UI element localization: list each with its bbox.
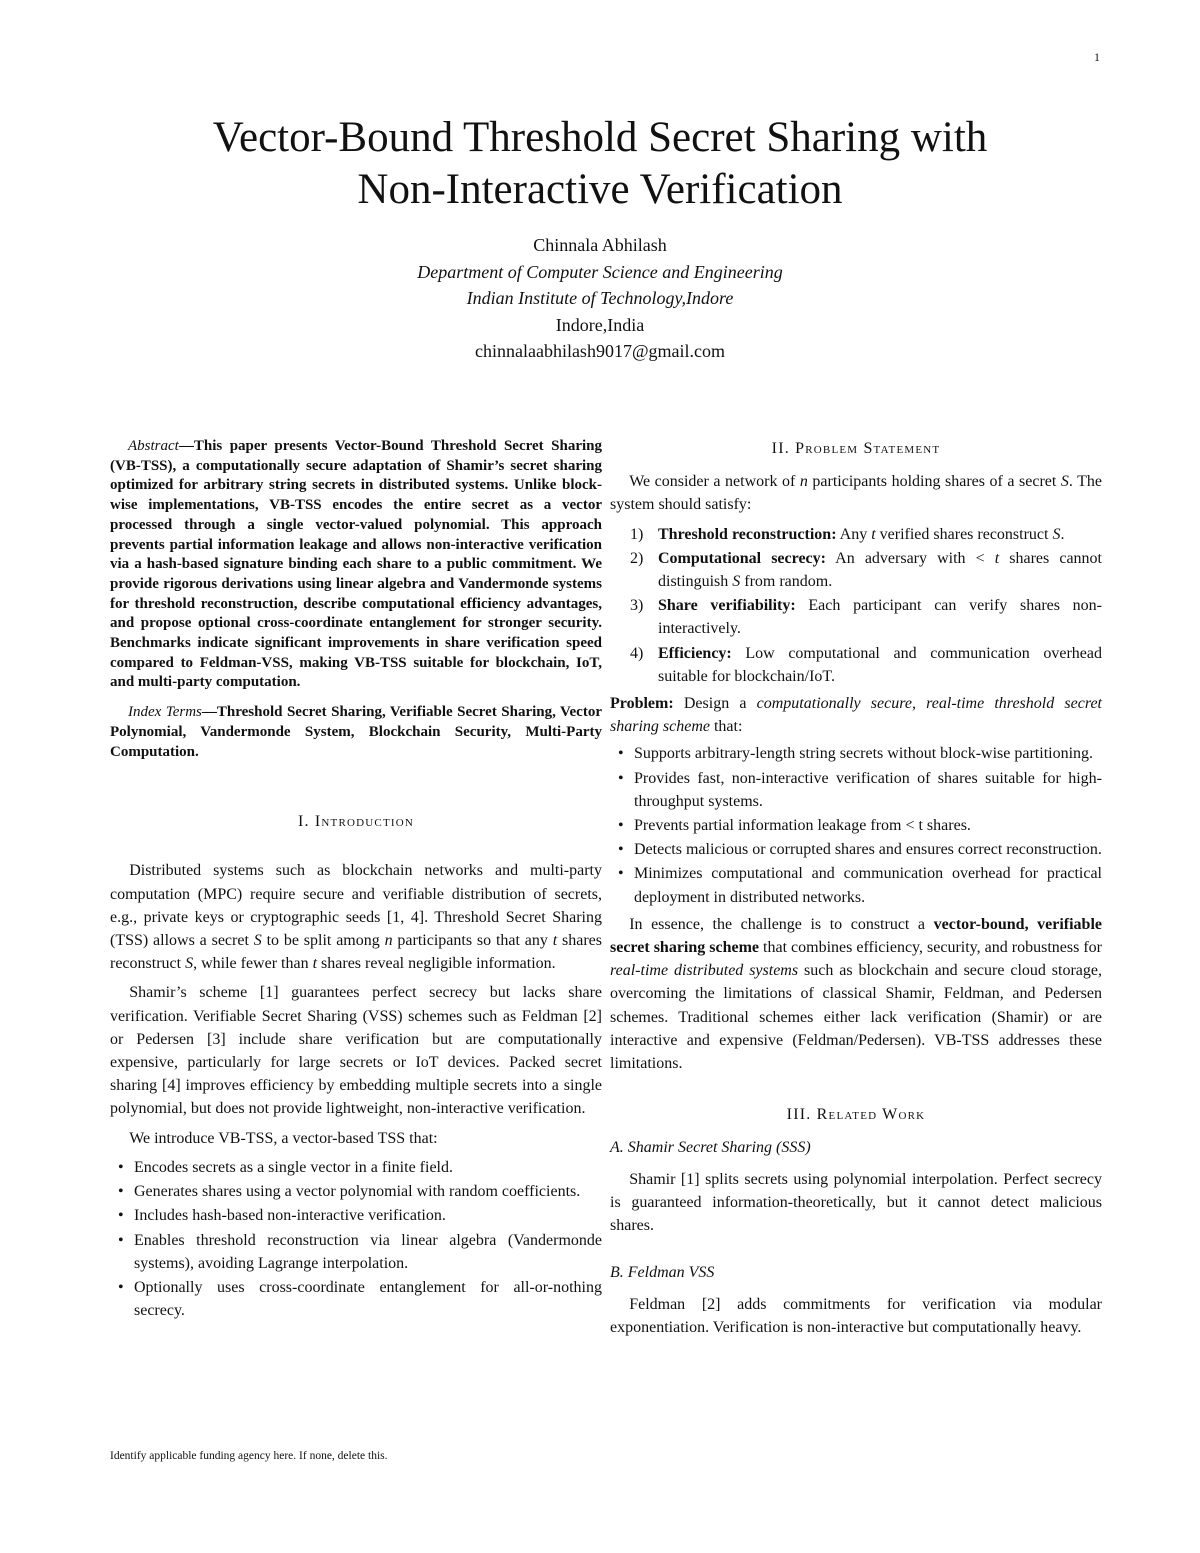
text-run: , while fewer than <box>193 955 313 973</box>
author-email: chinnalaabhilash9017@gmail.com <box>474 341 725 361</box>
text-run: such as blockchain and secure cloud storage, overcoming the limitations of classical Shamir, Feldman, and Pedersen schemes. Traditional schemes either lack verification (Shamir) or are interactive and expensive (Feldman/Pedersen). VB-TSS addresses these limitations. <box>610 962 1102 1073</box>
requirements-list <box>610 523 1102 688</box>
intro-paragraph-2: Shamir’s scheme [1] guarantees perfect secrecy but lacks share verification. Verifiable Secret Sharing (VSS) schemes such as Feldman [2] or Pedersen [3] include share verification but are computationally expensive, particularly for large secrets or IoT devices. Packed secret sharing [4] improves efficiency by embedding multiple secrets into a single polynomial, but does not provide lightweight, non-interactive verification. <box>110 984 602 1118</box>
math-var: t <box>994 549 1000 567</box>
left-column <box>110 437 602 1323</box>
text-run: that: <box>709 718 743 736</box>
list-item: • Optionally uses cross-coordinate entanglement for all-or-nothing secrecy. <box>110 1276 602 1322</box>
list-item: • Encodes secrets as a single vector in a finite field. <box>110 1156 602 1179</box>
author-location: Indore,India <box>555 314 645 335</box>
math-var: t <box>552 932 558 950</box>
text-run: participants holding shares of a secret <box>807 473 1061 491</box>
item-number: 1) <box>630 525 644 543</box>
text-run: Distributed systems such as blockchain networks and multi-party computation (MPC) require secure and verifiable distribution of secrets, e.g., private keys or cryptographic seeds [1, 4]. Threshold Secret Sharing (TSS) allows a secret <box>110 862 602 950</box>
section-heading-related-work: III. Related Work <box>786 1106 926 1124</box>
section-heading-introduction: I. Introduction <box>297 813 415 831</box>
author-name: Chinnala Abhilash <box>533 235 667 255</box>
list-item: • Prevents partial information leakage from < t shares. <box>610 814 1102 837</box>
problem-label: Problem: <box>610 695 674 713</box>
problem-essence <box>610 913 1102 1075</box>
text-run: vector-bound, verifiable secret sharing scheme <box>610 915 1103 957</box>
problem-bullet-list <box>610 742 1102 908</box>
list-item <box>610 642 1102 688</box>
text-run: Each participant can verify shares non-interactively. <box>658 597 1102 638</box>
math-var: S <box>1052 525 1061 543</box>
problem-intro <box>610 470 1102 516</box>
index-terms-label: Index Terms <box>128 704 202 721</box>
intro-paragraph-1 <box>110 859 602 975</box>
item-number: 4) <box>630 644 644 662</box>
item-label: Threshold reconstruction: <box>658 525 837 543</box>
title-line-1: Vector-Bound Threshold Secret Sharing with <box>212 114 988 161</box>
text-run: shares reconstruct <box>110 932 603 973</box>
item-label: Computational secrecy: <box>658 549 826 567</box>
author-institute: Indian Institute of Technology,Indore <box>466 288 734 308</box>
text-run: computationally secure, real-time threshold secret sharing scheme <box>610 695 1102 736</box>
text-run: . The system should satisfy: <box>610 473 1102 514</box>
author-block <box>300 232 900 365</box>
author-department: Department of Computer Science and Engineering <box>417 261 783 282</box>
abstract <box>110 437 602 693</box>
text-run: In essence, the challenge is to construct a <box>629 915 934 933</box>
list-item: • Detects malicious or corrupted shares and ensures correct reconstruction. <box>610 838 1102 861</box>
text-run: . <box>1060 525 1065 543</box>
problem-definition <box>610 692 1102 738</box>
text-run: participants so that any <box>392 932 553 950</box>
list-item: • Supports arbitrary-length string secrets without block-wise partitioning. <box>610 742 1102 765</box>
related-shamir-text: Shamir [1] splits secrets using polynomial interpolation. Perfect secrecy is guaranteed information-theoretically, but it cannot detect malicious shares. <box>610 1170 1102 1235</box>
list-item <box>610 594 1102 640</box>
index-terms-text: Threshold Secret Sharing, Verifiable Secret Sharing, Vector Polynomial, Vandermonde System, Blockchain Security, Multi-Party Computation. <box>110 704 602 760</box>
text-run: Design a <box>673 695 757 713</box>
intro-bullet-list <box>110 1156 602 1322</box>
subsection-heading-shamir: A. Shamir Secret Sharing (SSS) <box>610 1139 811 1157</box>
list-item <box>610 523 1102 546</box>
list-item: • Includes hash-based non-interactive verification. <box>110 1204 602 1227</box>
text-run: that combines efficiency, security, and robustness for <box>759 939 1102 957</box>
index-terms-dash: — <box>201 704 217 721</box>
math-var: t <box>312 955 318 973</box>
page-number: 1 <box>1094 50 1100 64</box>
text-run: An adversary with < <box>825 549 995 567</box>
footnote: Identify applicable funding agency here. If none, delete this. <box>110 1450 388 1462</box>
text-run: real-time distributed systems <box>610 962 799 980</box>
list-item: • Generates shares using a vector polynomial with random coefficients. <box>110 1180 602 1203</box>
item-label: Efficiency: <box>658 644 732 662</box>
subsection-heading-feldman: B. Feldman VSS <box>610 1264 715 1282</box>
text-run: Low computational and communication overhead suitable for blockchain/IoT. <box>658 644 1102 685</box>
section-heading-problem-statement: II. Problem Statement <box>771 440 941 457</box>
math-var: S <box>185 955 194 973</box>
list-item: • Enables threshold reconstruction via linear algebra (Vandermonde systems), avoiding Lagrange interpolation. <box>110 1229 602 1275</box>
text-run: We consider a network of <box>629 473 800 491</box>
abstract-label: Abstract <box>128 438 179 454</box>
text-run: Any <box>836 525 872 543</box>
text-run: shares cannot distinguish <box>658 549 1102 591</box>
right-column <box>610 437 1102 1339</box>
math-var: S <box>732 573 741 591</box>
item-number: 3) <box>630 597 644 615</box>
math-var: S <box>253 932 262 950</box>
abstract-dash: — <box>178 438 194 454</box>
abstract-text: This paper presents Vector-Bound Threshold Secret Sharing (VB-TSS), a computationally secure adaptation of Shamir’s secret sharing optimized for arbitrary string secrets in distributed systems. Unlike block-wise implementations, VB-TSS encodes the entire secret as a vector processed through a single vector-valued polynomial. This approach prevents partial information leakage and allows non-interactive verification via a hash-based signature binding each share to a public commitment. We provide rigorous derivations using linear algebra and Vandermonde systems for threshold reconstruction, describe computational efficiency advantages, and propose optional cross-coordinate entanglement for stronger security. Benchmarks indicate significant improvements in share verification speed compared to Feldman-VSS, making VB-TSS suitable for blockchain, IoT, and multi-party computation. <box>110 438 602 691</box>
intro-paragraph-3: We introduce VB-TSS, a vector-based TSS that: <box>129 1129 438 1147</box>
math-var: n <box>384 932 393 950</box>
index-terms <box>110 703 602 762</box>
list-item <box>610 547 1102 593</box>
paper-title <box>100 112 1100 216</box>
text-run: to be split among <box>261 932 385 950</box>
list-item: • Provides fast, non-interactive verification of shares suitable for high-throughput systems. <box>610 767 1102 813</box>
math-var: S <box>1060 473 1069 491</box>
item-number: 2) <box>630 549 644 567</box>
math-var: n <box>799 473 808 491</box>
item-label: Share verifiability: <box>658 597 796 615</box>
text-run: from random. <box>740 573 833 591</box>
related-feldman-text: Feldman [2] adds commitments for verification via modular exponentiation. Verification is non-interactive but computationally heavy. <box>610 1295 1102 1336</box>
math-var: t <box>871 525 876 543</box>
text-run: shares reveal negligible information. <box>317 955 556 973</box>
title-line-2: Non-Interactive Verification <box>357 166 843 213</box>
list-item: • Minimizes computational and communication overhead for practical deployment in distributed networks. <box>610 862 1102 908</box>
text-run: verified shares reconstruct <box>875 525 1053 543</box>
